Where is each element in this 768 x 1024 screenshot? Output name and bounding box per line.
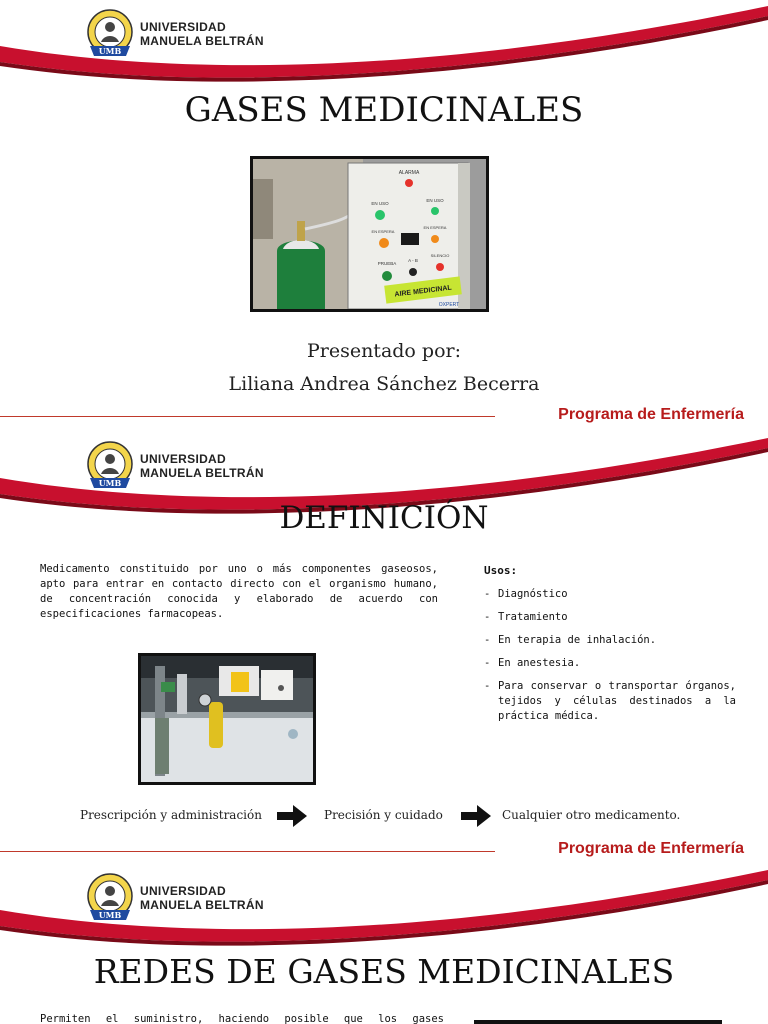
usos-item: - Tratamiento	[484, 610, 736, 625]
right-arrow-icon	[277, 805, 307, 827]
university-name-line2: MANUELA BELTRÁN	[140, 898, 264, 912]
university-logo	[84, 872, 264, 924]
svg-text:UMB: UMB	[98, 910, 122, 920]
usos-list	[484, 564, 736, 732]
aire-medicinal-panel-photo	[250, 156, 489, 312]
svg-text:AIRE MEDICINAL: AIRE MEDICINAL	[394, 284, 453, 299]
definition-paragraph: Medicamento constituido por uno o más componentes gaseosos, apto para entrar en contacto directo con el organismo humano, de concentración conocida y elaborado de acuerdo con especificaciones farmacopeas.	[40, 563, 438, 620]
flow-step-2: Precisión y cuidado	[324, 808, 443, 822]
usos-item: - Para conservar o transportar órganos, tejidos y células destinados a la práctica médica.	[484, 679, 736, 724]
flow-step-1: Prescripción y administración	[80, 808, 262, 822]
footer-divider	[0, 416, 495, 417]
svg-text:A - B: A - B	[408, 258, 418, 263]
svg-text:UMB: UMB	[98, 46, 122, 56]
university-logo	[84, 440, 264, 492]
university-name-line2: MANUELA BELTRÁN	[140, 34, 264, 48]
university-name-line1: UNIVERSIDAD	[140, 884, 226, 898]
flow-diagram	[0, 805, 768, 831]
svg-text:EN ESPERA: EN ESPERA	[371, 229, 395, 234]
svg-text:EN USO: EN USO	[371, 201, 389, 206]
program-label: Programa de Enfermería	[558, 840, 744, 857]
slide-title: DEFINICIÓN	[279, 500, 489, 536]
slide-title: REDES DE GASES MEDICINALES	[93, 952, 675, 991]
university-name-line1: UNIVERSIDAD	[140, 452, 226, 466]
svg-text:PRUEBA: PRUEBA	[377, 261, 397, 266]
svg-text:EN ESPERA: EN ESPERA	[423, 225, 447, 230]
slide-gases-medicinales	[0, 0, 768, 432]
usos-item: - En terapia de inhalación.	[484, 633, 736, 648]
footer-divider	[0, 851, 495, 852]
usos-item: - Diagnóstico	[484, 587, 736, 602]
image-frame-top	[474, 1020, 722, 1024]
university-name-line1: UNIVERSIDAD	[140, 20, 226, 34]
program-label: Programa de Enfermería	[558, 406, 744, 423]
presented-by-label: Presentado por:	[306, 340, 462, 362]
gas-outlets-photo	[138, 653, 316, 785]
university-name-line2: MANUELA BELTRÁN	[140, 466, 264, 480]
presenter-name: Liliana Andrea Sánchez Becerra	[228, 373, 540, 395]
university-seal-icon	[84, 8, 136, 60]
university-seal-icon	[84, 872, 136, 924]
slide-definicion	[0, 432, 768, 864]
right-arrow-icon	[461, 805, 491, 827]
flow-step-3: Cualquier otro medicamento.	[502, 808, 681, 822]
slide-title: GASES MEDICINALES	[184, 90, 584, 130]
usos-item: - En anestesia.	[484, 656, 736, 671]
university-seal-icon	[84, 440, 136, 492]
usos-heading: Usos:	[484, 564, 518, 577]
svg-text:OXPERT: OXPERT	[438, 302, 460, 308]
university-logo	[84, 8, 264, 60]
intro-paragraph: Permiten el suministro, haciendo posible que los gases	[40, 1013, 444, 1024]
svg-text:UMB: UMB	[98, 478, 122, 488]
svg-text:SILENCIO: SILENCIO	[430, 253, 450, 258]
svg-text:ALARMA: ALARMA	[398, 170, 420, 176]
svg-text:EN USO: EN USO	[426, 198, 444, 203]
slide-redes-gases	[0, 864, 768, 1024]
